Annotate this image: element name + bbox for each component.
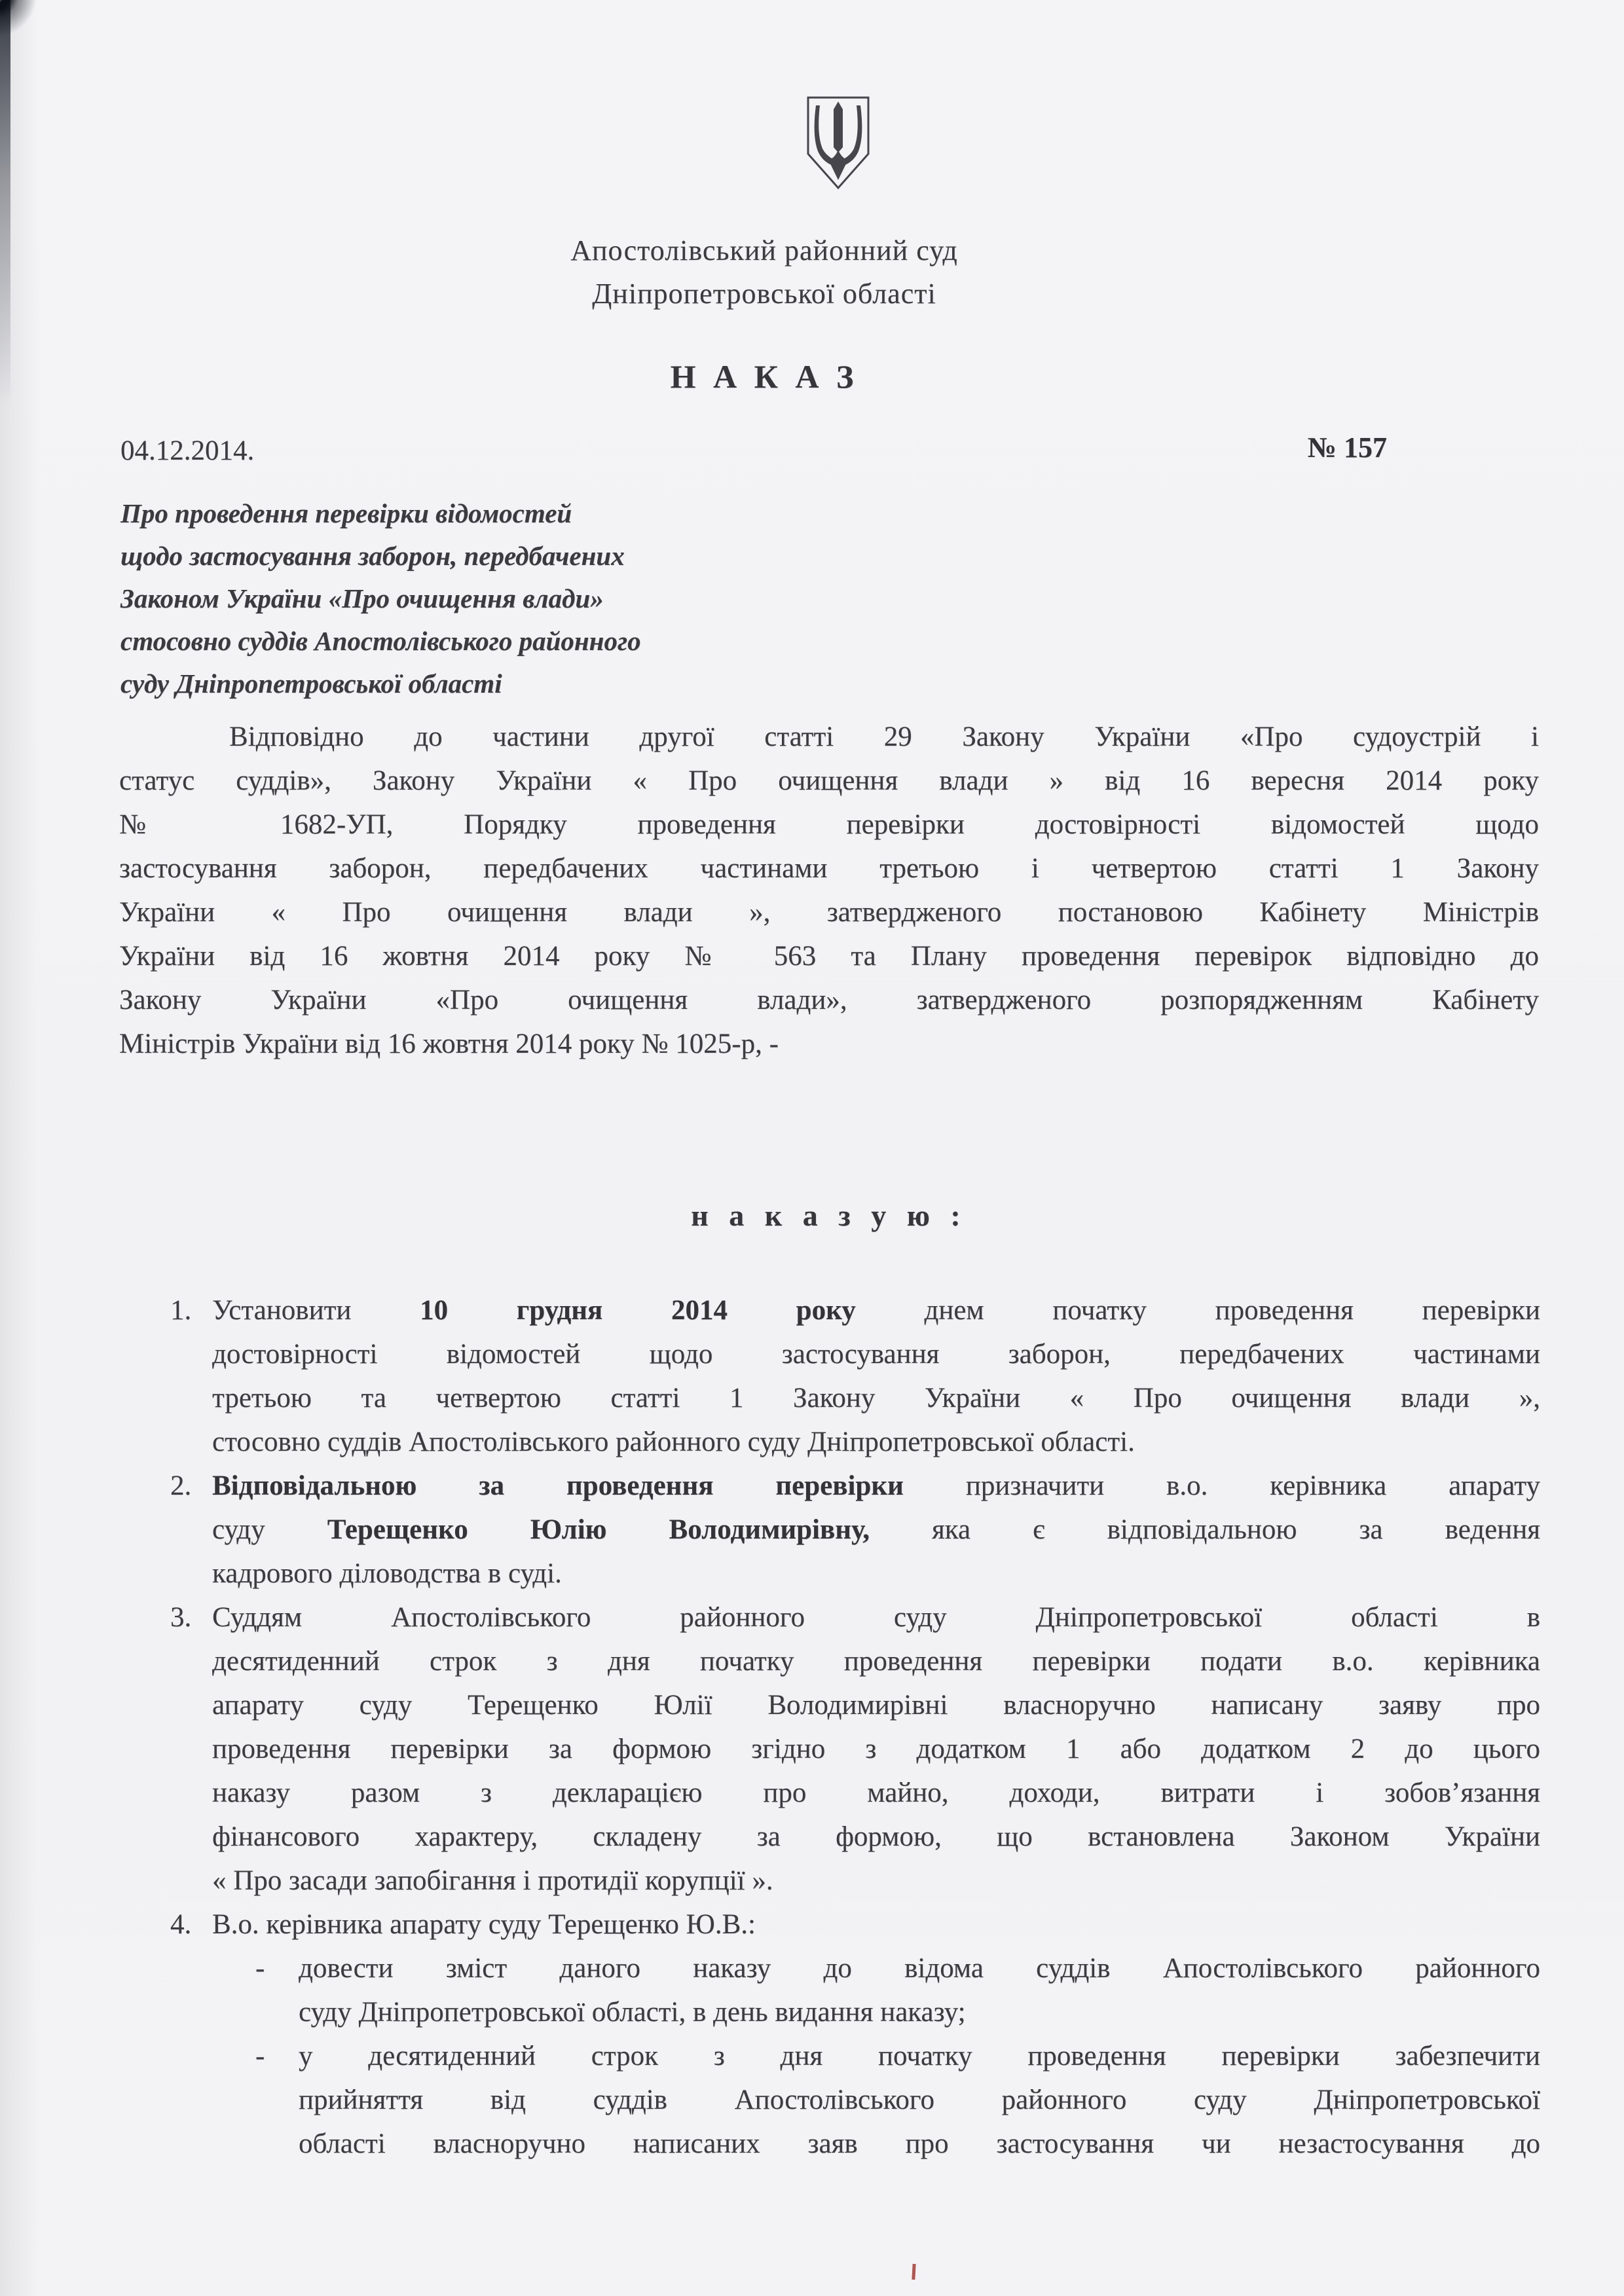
item-line: третьою та четвертою статті 1 Закону України « Про очищення влади », xyxy=(212,1383,1540,1413)
list-item-1 xyxy=(170,1288,1540,1464)
preamble-line: статус суддів», Закону України « Про очищення влади » від 16 вересня 2014 року xyxy=(119,765,1539,796)
item-line: наказу разом з декларацією про майно, доходи, витрати і зобов’язання xyxy=(212,1777,1540,1808)
sub-item-line: області власноручно написаних заяв про застосування чи незастосування до xyxy=(299,2128,1540,2159)
subject-line: стосовно суддів Апостолівського районного xyxy=(120,626,641,656)
bold-phrase: Відповідальною за проведення перевірки xyxy=(212,1470,904,1501)
order-subject xyxy=(120,492,972,705)
ukraine-trident-emblem-icon xyxy=(804,95,872,191)
list-item-2 xyxy=(170,1464,1540,1595)
sub-item-line: - у десятиденний строк з дня початку проведення перевірки забезпечити xyxy=(255,2034,1540,2078)
bold-date: 10 грудня 2014 року xyxy=(420,1295,856,1326)
scan-red-mark xyxy=(912,2264,915,2280)
item-line: проведення перевірки за формою згідно з додатком 1 або додатком 2 до цього xyxy=(212,1734,1540,1764)
sub-item-1 xyxy=(255,1946,1540,2034)
sub-item-line: прийняття від суддів Апостолівського районного суду Дніпропетровської xyxy=(299,2085,1540,2115)
court-name xyxy=(119,229,1409,316)
preamble-line: Міністрів України від 16 жовтня 2014 року № 1025-р, - xyxy=(119,1029,779,1059)
sub-item-line: - довести зміст даного наказу до відома суддів Апостолівського районного xyxy=(255,1946,1540,1990)
order-items xyxy=(170,1288,1540,2166)
preamble-line: застосування заборон, передбачених частинами третьою і четвертою статті 1 Закону xyxy=(119,853,1539,884)
subject-line: щодо застосування заборон, передбачених xyxy=(120,541,625,571)
item-line: суду Терещенко Юлію Володимирівну, яка є відповідальною за ведення xyxy=(212,1514,1540,1545)
preamble-line: Закону України «Про очищення влади», затвердженого розпорядженням Кабінету xyxy=(119,985,1539,1015)
scan-left-dark-strip xyxy=(0,0,10,406)
item-line: 1. Установити 10 грудня 2014 року днем початку проведення перевірки xyxy=(170,1288,1540,1332)
court-name-line1: Апостолівський районний суд xyxy=(570,234,958,266)
item-line: кадрового діловодства в суді. xyxy=(212,1558,562,1589)
preamble-line: Відповідно до частини другої статті 29 Закону України «Про судоустрій і xyxy=(229,721,1539,752)
scan-corner-artifact xyxy=(0,0,68,42)
item-line: апарату суду Терещенко Юлії Володимирівні власноручно написану заяву про xyxy=(212,1690,1540,1721)
subject-line: Законом України «Про очищення влади» xyxy=(120,583,604,613)
list-item-3 xyxy=(170,1595,1540,1903)
item-line: 4. В.о. керівника апарату суду Терещенко Ю.В.: xyxy=(170,1903,1540,1946)
item-line: 2. Відповідальною за проведення перевірки призначити в.о. керівника апарату xyxy=(170,1464,1540,1508)
sub-item-2 xyxy=(255,2034,1540,2166)
item-line: достовірності відомостей щодо застосування заборон, передбачених частинами xyxy=(212,1339,1540,1370)
dash-marker: - xyxy=(255,2041,265,2071)
item-line: 3. Суддям Апостолівського районного суду Дніпропетровської області в xyxy=(170,1595,1540,1639)
document-type-title: Н А К А З xyxy=(670,358,858,395)
court-name-line2: Дніпропетровської області xyxy=(592,278,936,310)
sub-item-line: суду Дніпропетровської області, в день видання наказу; xyxy=(299,1997,966,2028)
item-line: фінансового характеру, складену за формою, що встановлена Законом України xyxy=(212,1821,1540,1852)
order-number: № 157 xyxy=(1307,431,1387,464)
item-number: 4. xyxy=(170,1909,192,1940)
preamble-line: України від 16 жовтня 2014 року № 563 та Плану проведення перевірок відповідно до xyxy=(119,941,1539,972)
subject-line: суду Дніпропетровської області xyxy=(120,668,502,699)
order-date: 04.12.2014. xyxy=(120,435,255,466)
preamble-line: України « Про очищення влади », затвердженого постановою Кабінету Міністрів xyxy=(119,897,1539,928)
subject-line: Про проведення перевірки відомостей xyxy=(120,498,572,528)
item-number: 2. xyxy=(170,1470,192,1501)
item-line: стосовно суддів Апостолівського районного суду Дніпропетровської області. xyxy=(212,1427,1135,1457)
order-verb: н а к а з у ю : xyxy=(691,1199,967,1232)
preamble-line: № 1682-УП, Порядку проведення перевірки достовірності відомостей щодо xyxy=(119,809,1539,840)
list-item-4 xyxy=(170,1903,1540,2166)
item-number: 3. xyxy=(170,1602,192,1633)
order-preamble xyxy=(119,715,1539,1066)
item-line: « Про засади запобігання і протидії корупції ». xyxy=(212,1865,773,1896)
dash-marker: - xyxy=(255,1953,265,1984)
item-line: десятиденний строк з дня початку проведення перевірки подати в.о. керівника xyxy=(212,1646,1540,1677)
bold-person-name: Терещенко Юлію Володимирівну, xyxy=(327,1514,870,1545)
item-number: 1. xyxy=(170,1295,192,1326)
